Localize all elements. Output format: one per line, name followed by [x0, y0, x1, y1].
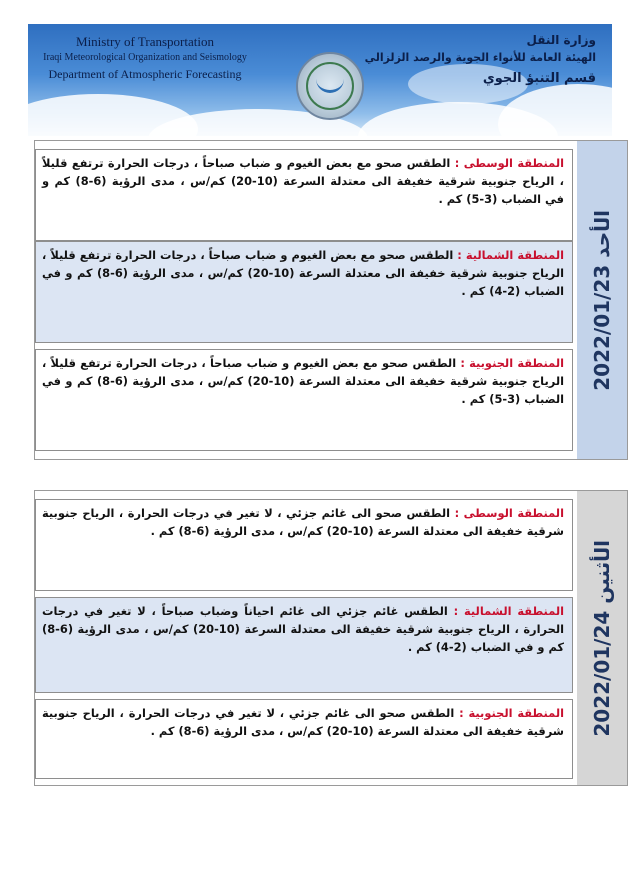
day-section-1	[34, 140, 628, 460]
region-label: المنطقة الجنوبية :	[460, 356, 564, 370]
region-label: المنطقة الشمالية :	[453, 604, 565, 618]
organization-name-en: Iraqi Meteorological Organization and Seismology	[43, 52, 247, 63]
forecast-text: الطقس صحو مع بعض الغيوم و ضباب صباحاً ، درجات الحرارة ترتفع قليلاً ، الرياح جنوبية شرقية خفيفة الى معتدلة السرعة (10-20) كم/س ، مدى الرؤية (6-8) كم و في الضباب (2-4) كم .	[42, 248, 564, 298]
forecast-text: الطقس صحو الى غائم جزئي ، لا تغير في درجات الحرارة ، الرياح جنوبية شرقية خفيفة الى معتدلة السرعة (10-20) كم/س ، مدى الرؤية (6-8) كم .	[42, 506, 564, 538]
forecast-text: الطقس صحو الى غائم جزئي ، لا تغير في درجات الحرارة ، الرياح جنوبية شرقية خفيفة الى معتدلة السرعة (10-20) كم/س ، مدى الرؤية (6-8) كم .	[42, 706, 564, 738]
day-label: الأثنين 2022/01/24	[590, 539, 614, 737]
day-label-panel	[577, 141, 627, 459]
day-label-panel	[577, 491, 627, 785]
english-header	[40, 34, 250, 82]
forecast-north	[35, 241, 573, 343]
region-label: المنطقة الجنوبية :	[459, 706, 564, 720]
forecast-text: الطقس صحو مع بعض الغيوم و ضباب صباحاً ، درجات الحرارة ترتفع قليلاً ، الرياح جنوبية شرقية خفيفة الى معتدلة السرعة (10-20) كم/س ، مدى الرؤية (6-8) كم و في الضباب (3-5) كم .	[42, 156, 564, 206]
department-name-ar: قسم التنبؤ الجوي	[482, 71, 596, 86]
region-label: المنطقة الوسطى :	[454, 156, 564, 170]
forecast-central	[35, 499, 573, 591]
organization-name-ar: الهيئة العامة للأنواء الجوية والرصد الزلزالي	[364, 51, 596, 64]
region-label: المنطقة الشمالية :	[457, 248, 565, 262]
ministry-name-en: Ministry of Transportation	[76, 34, 214, 49]
day-label: الأحد 2022/01/23	[590, 209, 614, 391]
region-label: المنطقة الوسطى :	[454, 506, 564, 520]
forecast-north	[35, 597, 573, 693]
forecast-text: الطقس صحو مع بعض الغيوم و ضباب صباحاً ، درجات الحرارة ترتفع قليلاً ، الرياح جنوبية شرقية خفيفة الى معتدلة السرعة (10-20) كم/س ، مدى الرؤية (6-8) كم و في الضباب (3-5) كم .	[42, 356, 564, 406]
forecast-central	[35, 149, 573, 241]
header-banner	[28, 24, 612, 136]
forecast-south	[35, 699, 573, 779]
forecast-south	[35, 349, 573, 451]
ministry-name-ar: وزارة النقل	[526, 33, 596, 47]
forecast-text: الطقس غائم جزئي الى غائم احياناً وضباب صباحاً ، لا تغير في درجات الحرارة ، الرياح جنوبية شرقية خفيفة الى معتدلة السرعة (10-20) كم/س ، مدى الرؤية (6-8) كم و في الضباب (2-4) كم .	[42, 604, 564, 654]
arabic-header	[356, 32, 596, 90]
emblem-icon	[296, 52, 364, 120]
day-section-2	[34, 490, 628, 786]
department-name-en: Department of Atmospheric Forecasting	[48, 67, 242, 81]
